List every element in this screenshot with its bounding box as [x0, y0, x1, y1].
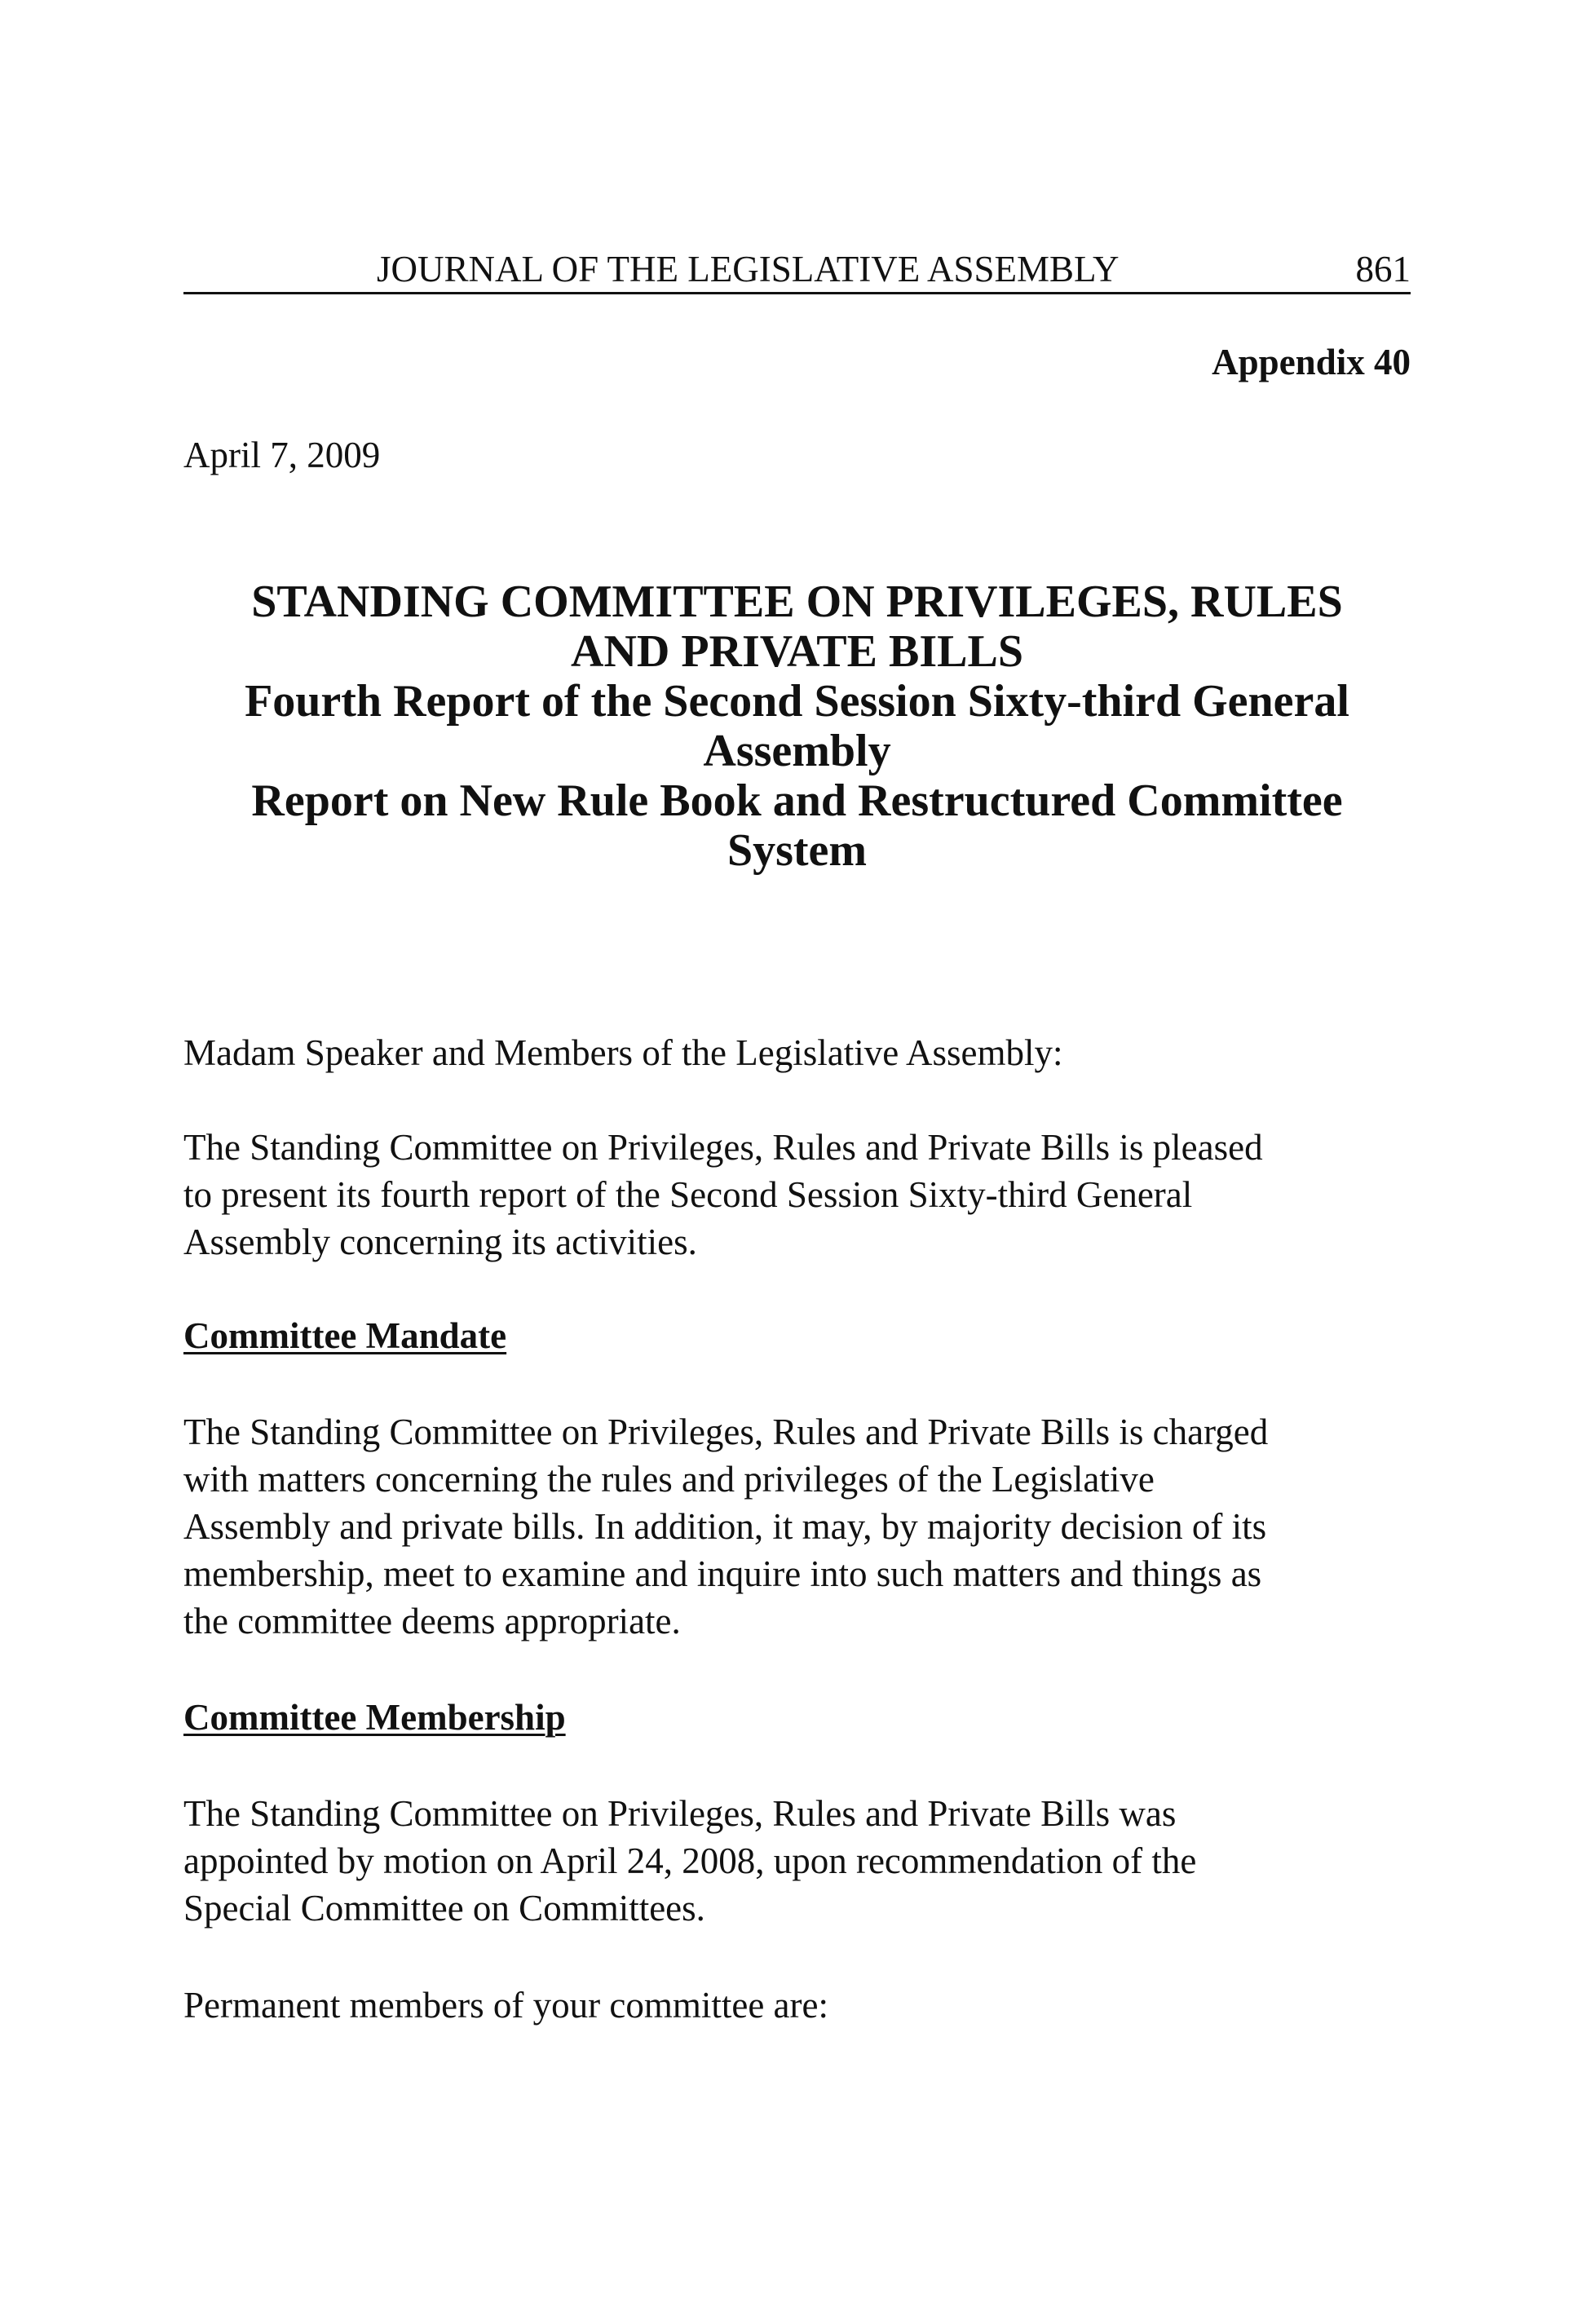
salutation [183, 1029, 1423, 1076]
paragraph-line: appointed by motion on April 24, 2008, upon recommendation of the [183, 1840, 1197, 1881]
paragraph-line: The Standing Committee on Privileges, Rules and Private Bills is pleased [183, 1127, 1263, 1168]
paragraph-line: Assembly concerning its activities. [183, 1222, 697, 1262]
title-line: System [727, 825, 868, 876]
mandate-paragraph [183, 1408, 1423, 1645]
paragraph-line: with matters concerning the rules and privileges of the Legislative [183, 1459, 1155, 1500]
page-number: 861 [1355, 249, 1411, 289]
paragraph-line: The Standing Committee on Privileges, Rules and Private Bills was [183, 1793, 1177, 1834]
paragraph-line: Special Committee on Committees. [183, 1888, 705, 1929]
members-intro [183, 1982, 1423, 2029]
membership-paragraph [183, 1790, 1423, 1932]
running-header [183, 245, 1411, 294]
title-line: Report on New Rule Book and Restructured Committee [251, 775, 1343, 826]
intro-paragraph [183, 1124, 1423, 1266]
salutation-text: Madam Speaker and Members of the Legislative Assembly: [183, 1032, 1063, 1073]
paragraph-line: Assembly and private bills. In addition, it may, by majority decision of its [183, 1506, 1267, 1547]
title-line: Fourth Report of the Second Session Sixty-third General [245, 676, 1349, 727]
paragraph-line: to present its fourth report of the Second Session Sixty-third General [183, 1174, 1193, 1215]
report-title [183, 577, 1411, 876]
title-line: Assembly [703, 726, 891, 776]
mandate-heading: Committee Mandate [183, 1315, 507, 1356]
paragraph-line: The Standing Committee on Privileges, Rules and Private Bills is charged [183, 1412, 1269, 1452]
title-line: STANDING COMMITTEE ON PRIVILEGES, RULES [251, 577, 1343, 627]
journal-title: JOURNAL OF THE LEGISLATIVE ASSEMBLY [377, 249, 1120, 289]
report-date: April 7, 2009 [183, 435, 381, 475]
paragraph-line: membership, meet to examine and inquire into such matters and things as [183, 1553, 1262, 1594]
appendix-label: Appendix 40 [1212, 342, 1411, 382]
members-intro-text: Permanent members of your committee are: [183, 1985, 828, 2026]
paragraph-line: the committee deems appropriate. [183, 1601, 681, 1641]
title-line: AND PRIVATE BILLS [571, 626, 1023, 677]
membership-heading: Committee Membership [183, 1697, 566, 1738]
